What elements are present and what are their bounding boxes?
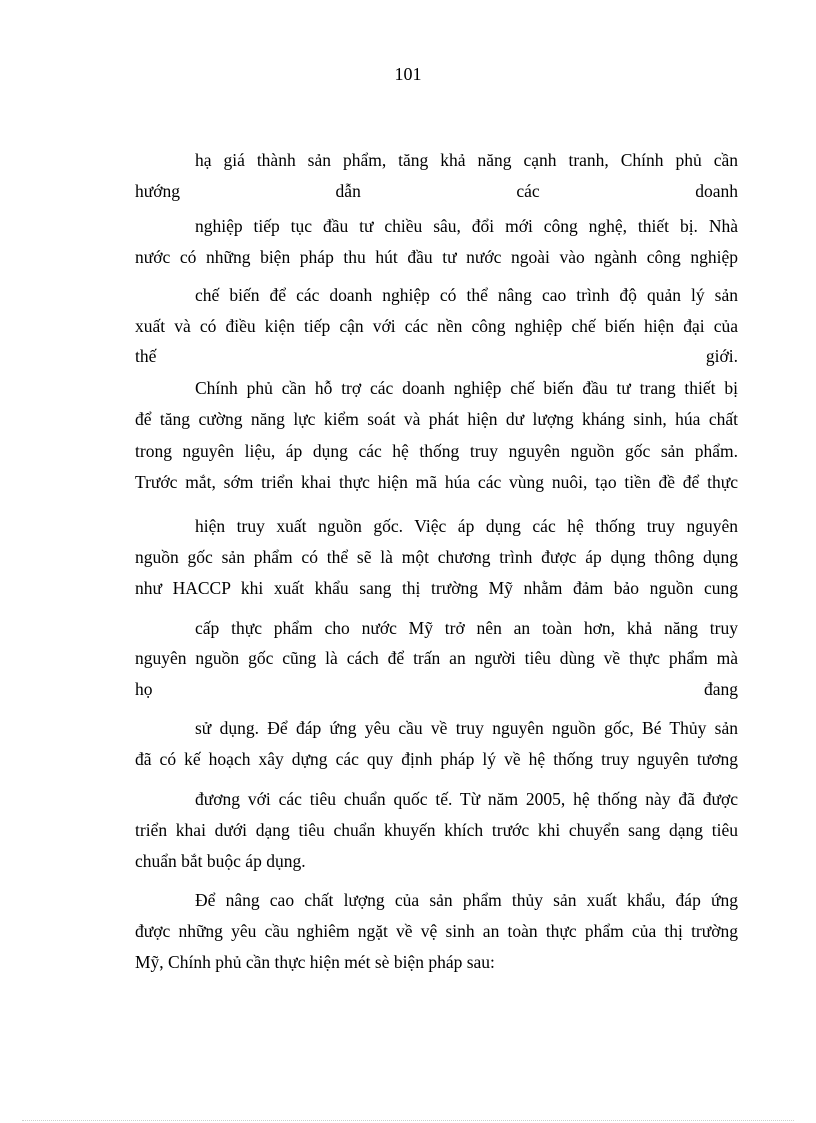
- text-line: Chính phủ cần hỗ trợ các doanh nghiệp chế biến đầu tư trang thiết bị: [195, 378, 738, 398]
- text-line: như HACCP khi xuất khẩu sang thị trường Mỹ nhằm đảm bảo nguồn cung: [135, 578, 738, 598]
- text-line: nguyên nguồn gốc cũng là cách để trấn an người tiêu dùng về thực phẩm mà: [135, 648, 738, 668]
- text-line: được những yêu cầu nghiêm ngặt về vệ sinh an toàn thực phẩm của thị trường: [135, 921, 738, 941]
- text-line: cấp thực phẩm cho nước Mỹ trở nên an toàn hơn, khả năng truy: [195, 618, 738, 638]
- text-line: triển khai dưới dạng tiêu chuẩn khuyến khích trước khi chuyển sang dạng tiêu: [135, 820, 738, 840]
- text-line: thế giới.: [135, 346, 738, 366]
- text-line: đương với các tiêu chuẩn quốc tế. Từ năm 2005, hệ thống này đã được: [195, 789, 738, 809]
- text-line: để tăng cường năng lực kiểm soát và phát hiện dư lượng kháng sinh, húa chất: [135, 409, 738, 429]
- text-line: trong nguyên liệu, áp dụng các hệ thống truy nguyên nguồn gốc sản phẩm.: [135, 441, 738, 461]
- text-line: nước có những biện pháp thu hút đầu tư nước ngoài vào ngành công nghiệp: [135, 247, 738, 267]
- text-line: Mỹ, Chính phủ cần thực hiện mét sè biện pháp sau:: [135, 952, 495, 972]
- text-line: hiện truy xuất nguồn gốc. Việc áp dụng các hệ thống truy nguyên: [195, 516, 738, 536]
- text-line: nguồn gốc sản phẩm có thể sẽ là một chương trình được áp dụng thông dụng: [135, 547, 738, 567]
- page-number: 101: [394, 64, 422, 84]
- text-line: đã có kế hoạch xây dựng các quy định pháp lý về hệ thống truy nguyên tương: [135, 749, 738, 769]
- text-line: hạ giá thành sản phẩm, tăng khả năng cạnh tranh, Chính phủ cần: [195, 150, 738, 170]
- text-line: hướng dẫn các doanh: [135, 181, 738, 201]
- text-line: sử dụng. Để đáp ứng yêu cầu về truy nguyên nguồn gốc, Bé Thủy sản: [195, 718, 738, 738]
- text-line: họ đang: [135, 679, 738, 699]
- text-line: Để nâng cao chất lượng của sản phẩm thủy sản xuất khẩu, đáp ứng: [195, 890, 738, 910]
- text-line: xuất và có điều kiện tiếp cận với các nền công nghiệp chế biến hiện đại của: [135, 316, 738, 336]
- text-line: chế biến để các doanh nghiệp có thể nâng cao trình độ quản lý sản: [195, 285, 738, 305]
- text-line: nghiệp tiếp tục đầu tư chiều sâu, đổi mới công nghệ, thiết bị. Nhà: [195, 216, 738, 236]
- text-line: Trước mắt, sớm triển khai thực hiện mã húa các vùng nuôi, tạo tiền đề để thực: [135, 472, 738, 492]
- page-bottom-divider: [22, 1120, 794, 1121]
- text-line: chuẩn bắt buộc áp dụng.: [135, 851, 306, 871]
